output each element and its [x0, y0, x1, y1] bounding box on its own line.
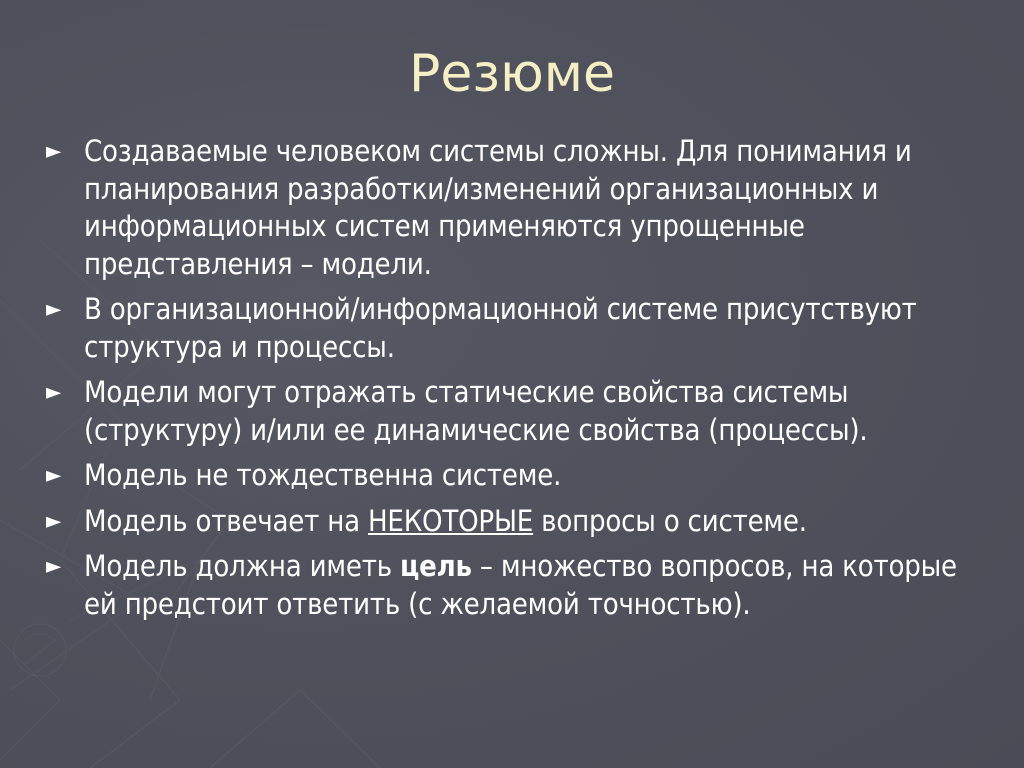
bullet-item — [46, 457, 976, 495]
bullet-arrow-icon: ► — [46, 297, 62, 322]
bullet-text: Создаваемые человеком системы сложны. Для понимания и планирования разработки/изменений организационных и информационных систем применяются упрощенные представления – модели. — [84, 134, 912, 281]
bullet-text-before: Модель отвечает на — [84, 503, 368, 538]
bullet-emphasis-underlined: НЕКОТОРЫЕ — [367, 503, 534, 538]
bullet-item — [46, 548, 976, 623]
bullet-arrow-icon: ► — [46, 380, 62, 405]
bullet-arrow-icon: ► — [46, 463, 62, 488]
bullet-text-after: вопросы о системе. — [533, 503, 807, 538]
bullet-arrow-icon: ► — [46, 139, 62, 164]
bullet-emphasis-bold: цель — [399, 549, 472, 583]
bullet-item — [46, 133, 976, 283]
bullet-text-before: Модель должна иметь — [84, 549, 400, 583]
slide-title: Резюме — [409, 44, 615, 104]
bullet-item — [46, 503, 976, 541]
bullet-list — [46, 133, 976, 631]
bullet-item — [46, 291, 976, 366]
bullet-text: Модели могут отражать статические свойства системы (структуру) и/или ее динамические свойства (процессы). — [84, 375, 868, 447]
bullet-text: В организационной/информационной системе присутствуют структура и процессы. — [84, 292, 917, 364]
bullet-arrow-icon: ► — [46, 508, 62, 534]
bullet-text: Модель не тождественна системе. — [84, 458, 562, 492]
bullet-text-after: – множество вопросов, на которые ей предстоит ответить (с желаемой точностью). — [84, 549, 957, 621]
bullet-item — [46, 374, 976, 449]
bullet-arrow-icon: ► — [46, 554, 62, 579]
